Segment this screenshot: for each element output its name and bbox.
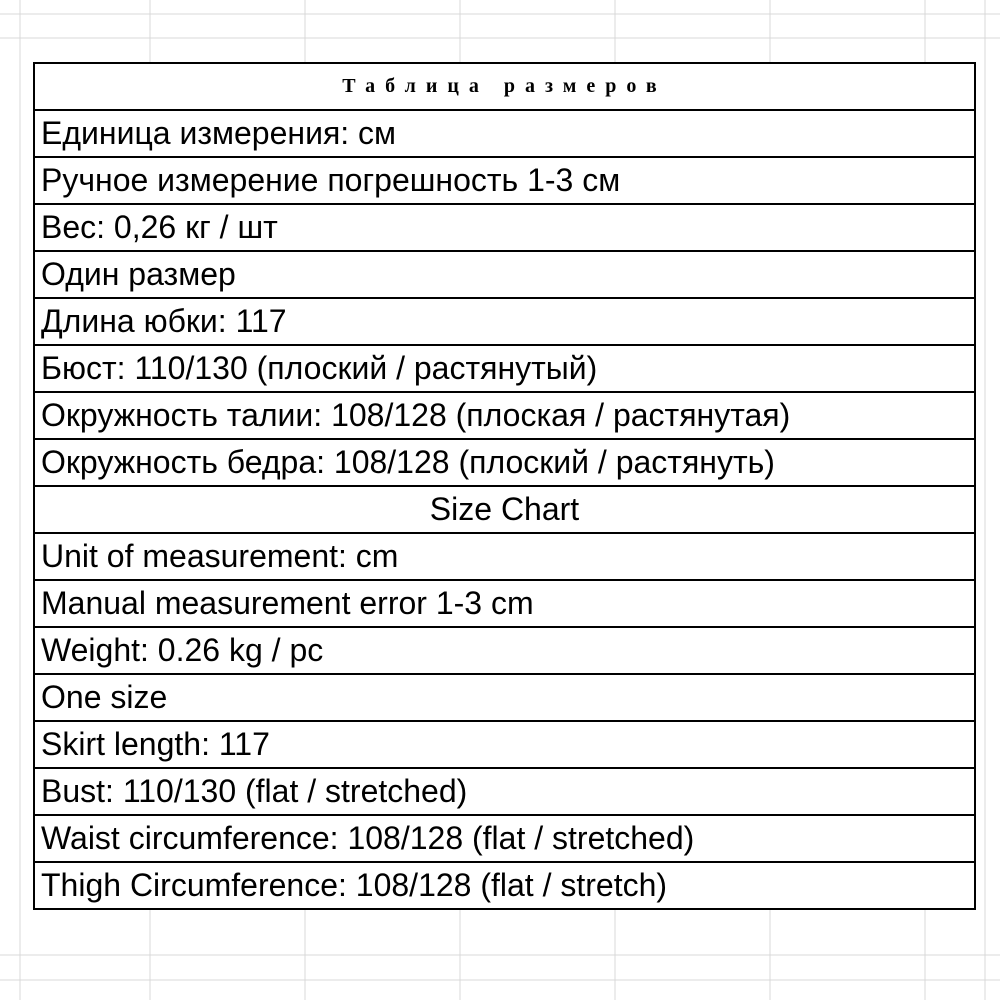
ru-skirt-length-cell[interactable]: Длина юбки: 117 <box>34 298 975 345</box>
en-bust-cell[interactable]: Bust: 110/130 (flat / stretched) <box>34 768 975 815</box>
table-row <box>34 721 975 768</box>
size-chart-table <box>33 62 976 910</box>
table-row <box>34 157 975 204</box>
table-row <box>34 862 975 909</box>
table-row <box>34 298 975 345</box>
table-row <box>34 815 975 862</box>
ru-waist-cell[interactable]: Окружность талии: 108/128 (плоская / растянутая) <box>34 392 975 439</box>
ru-size-cell[interactable]: Один размер <box>34 251 975 298</box>
table-row <box>34 204 975 251</box>
table-row <box>34 110 975 157</box>
english-title-cell[interactable]: Size Chart <box>34 486 975 533</box>
en-weight-cell[interactable]: Weight: 0.26 kg / pc <box>34 627 975 674</box>
en-size-cell[interactable]: One size <box>34 674 975 721</box>
ru-error-cell[interactable]: Ручное измерение погрешность 1-3 см <box>34 157 975 204</box>
table-row <box>34 768 975 815</box>
table-row <box>34 345 975 392</box>
table-row <box>34 627 975 674</box>
table-row <box>34 439 975 486</box>
en-waist-cell[interactable]: Waist circumference: 108/128 (flat / stretched) <box>34 815 975 862</box>
ru-weight-cell[interactable]: Вес: 0,26 кг / шт <box>34 204 975 251</box>
en-unit-cell[interactable]: Unit of measurement: cm <box>34 533 975 580</box>
ru-hip-cell[interactable]: Окружность бедра: 108/128 (плоский / растянуть) <box>34 439 975 486</box>
en-error-cell[interactable]: Manual measurement error 1-3 cm <box>34 580 975 627</box>
table-row <box>34 392 975 439</box>
table-row <box>34 486 975 533</box>
en-skirt-length-cell[interactable]: Skirt length: 117 <box>34 721 975 768</box>
ru-bust-cell[interactable]: Бюст: 110/130 (плоский / растянутый) <box>34 345 975 392</box>
table-row <box>34 63 975 110</box>
table-row <box>34 533 975 580</box>
table-row <box>34 674 975 721</box>
table-row <box>34 251 975 298</box>
en-thigh-cell[interactable]: Thigh Circumference: 108/128 (flat / stretch) <box>34 862 975 909</box>
table-row <box>34 580 975 627</box>
ru-unit-cell[interactable]: Единица измерения: см <box>34 110 975 157</box>
russian-title-cell[interactable]: Таблица размеров <box>34 63 975 110</box>
